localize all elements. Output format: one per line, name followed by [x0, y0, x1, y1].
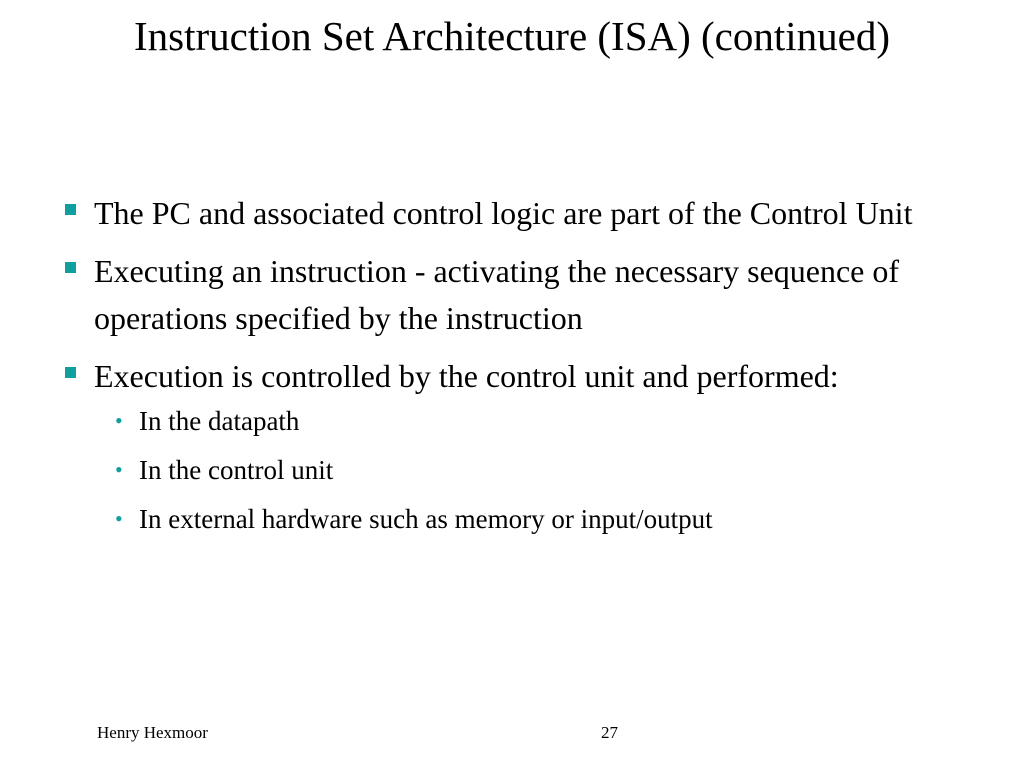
sub-bullet-item — [94, 402, 962, 440]
dot-bullet-icon: • — [115, 457, 123, 482]
sub-bullet-text: In the datapath — [139, 406, 300, 436]
bullet-list — [62, 190, 962, 549]
square-bullet-icon — [65, 204, 76, 215]
sub-bullet-item — [94, 500, 962, 538]
bullet-item — [62, 353, 962, 538]
bullet-text: Execution is controlled by the control unit and performed: — [94, 358, 839, 394]
dot-bullet-icon: • — [115, 408, 123, 433]
square-bullet-icon — [65, 367, 76, 378]
sub-bullet-text: In the control unit — [139, 455, 334, 485]
bullet-text: Executing an instruction - activating the necessary sequence of operations specified by the instruction — [94, 253, 900, 336]
sub-bullet-item — [94, 451, 962, 489]
slide-title: Instruction Set Architecture (ISA) (continued) — [134, 13, 890, 59]
bullet-item — [62, 190, 962, 237]
bullet-text: The PC and associated control logic are part of the Control Unit — [94, 195, 913, 231]
square-bullet-icon — [65, 262, 76, 273]
page-number: 27 — [601, 723, 618, 742]
dot-bullet-icon: • — [115, 506, 123, 531]
sub-bullet-text: In external hardware such as memory or input/output — [139, 504, 713, 534]
footer-author: Henry Hexmoor — [97, 723, 208, 742]
bullet-item — [62, 248, 962, 342]
sub-bullet-list — [94, 402, 962, 538]
